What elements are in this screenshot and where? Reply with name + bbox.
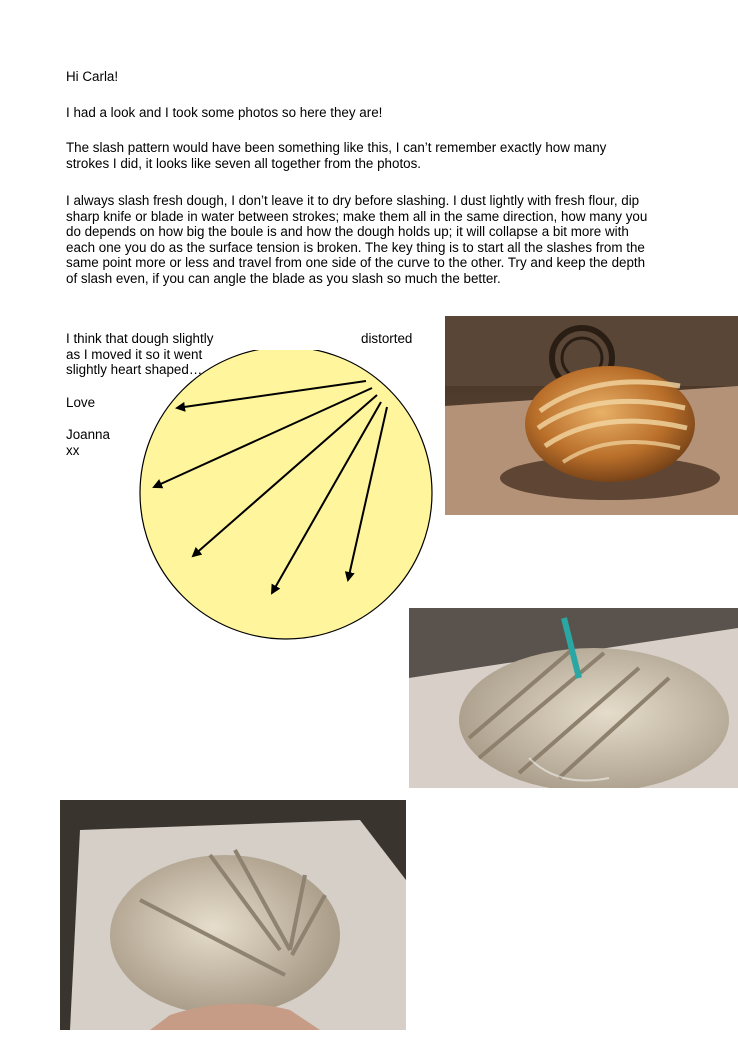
greeting: Hi Carla! xyxy=(66,69,119,84)
signature-name: Joanna xyxy=(66,427,110,443)
sign-off: Love xyxy=(66,394,96,410)
side-note-right-word: distorted xyxy=(361,331,413,346)
slash-pattern-diagram xyxy=(130,350,440,640)
slashing-dough-photo xyxy=(409,608,738,788)
intro-paragraph: I had a look and I took some photos so here they are! xyxy=(66,105,383,120)
technique-paragraph: I always slash fresh dough, I don’t leave it to dry before slashing. I dust lightly with fresh flour, dip sharp knife or blade in water between strokes; make them all in the same direction, how many you do depends on how big the boule is and how the dough holds up; it will collapse a bit more with each one you do as the surface tension is broken. The key thing is to start all the slashes from the same point more or less and travel from one side of the curve to the other. Try and keep the depth of slash even, if you can angle the blade as you slash so much the better. xyxy=(66,193,648,286)
side-note: I think that dough slightly as I moved it so it went slightly heart shaped… xyxy=(66,331,214,378)
baked-loaf-photo xyxy=(445,316,738,515)
signature-kisses: xx xyxy=(66,442,80,458)
slashed-dough-board-photo xyxy=(60,800,406,1030)
slash-pattern-paragraph: The slash pattern would have been something like this, I can’t remember exactly how many strokes I did, it looks like seven all together from the photos. xyxy=(66,140,607,171)
